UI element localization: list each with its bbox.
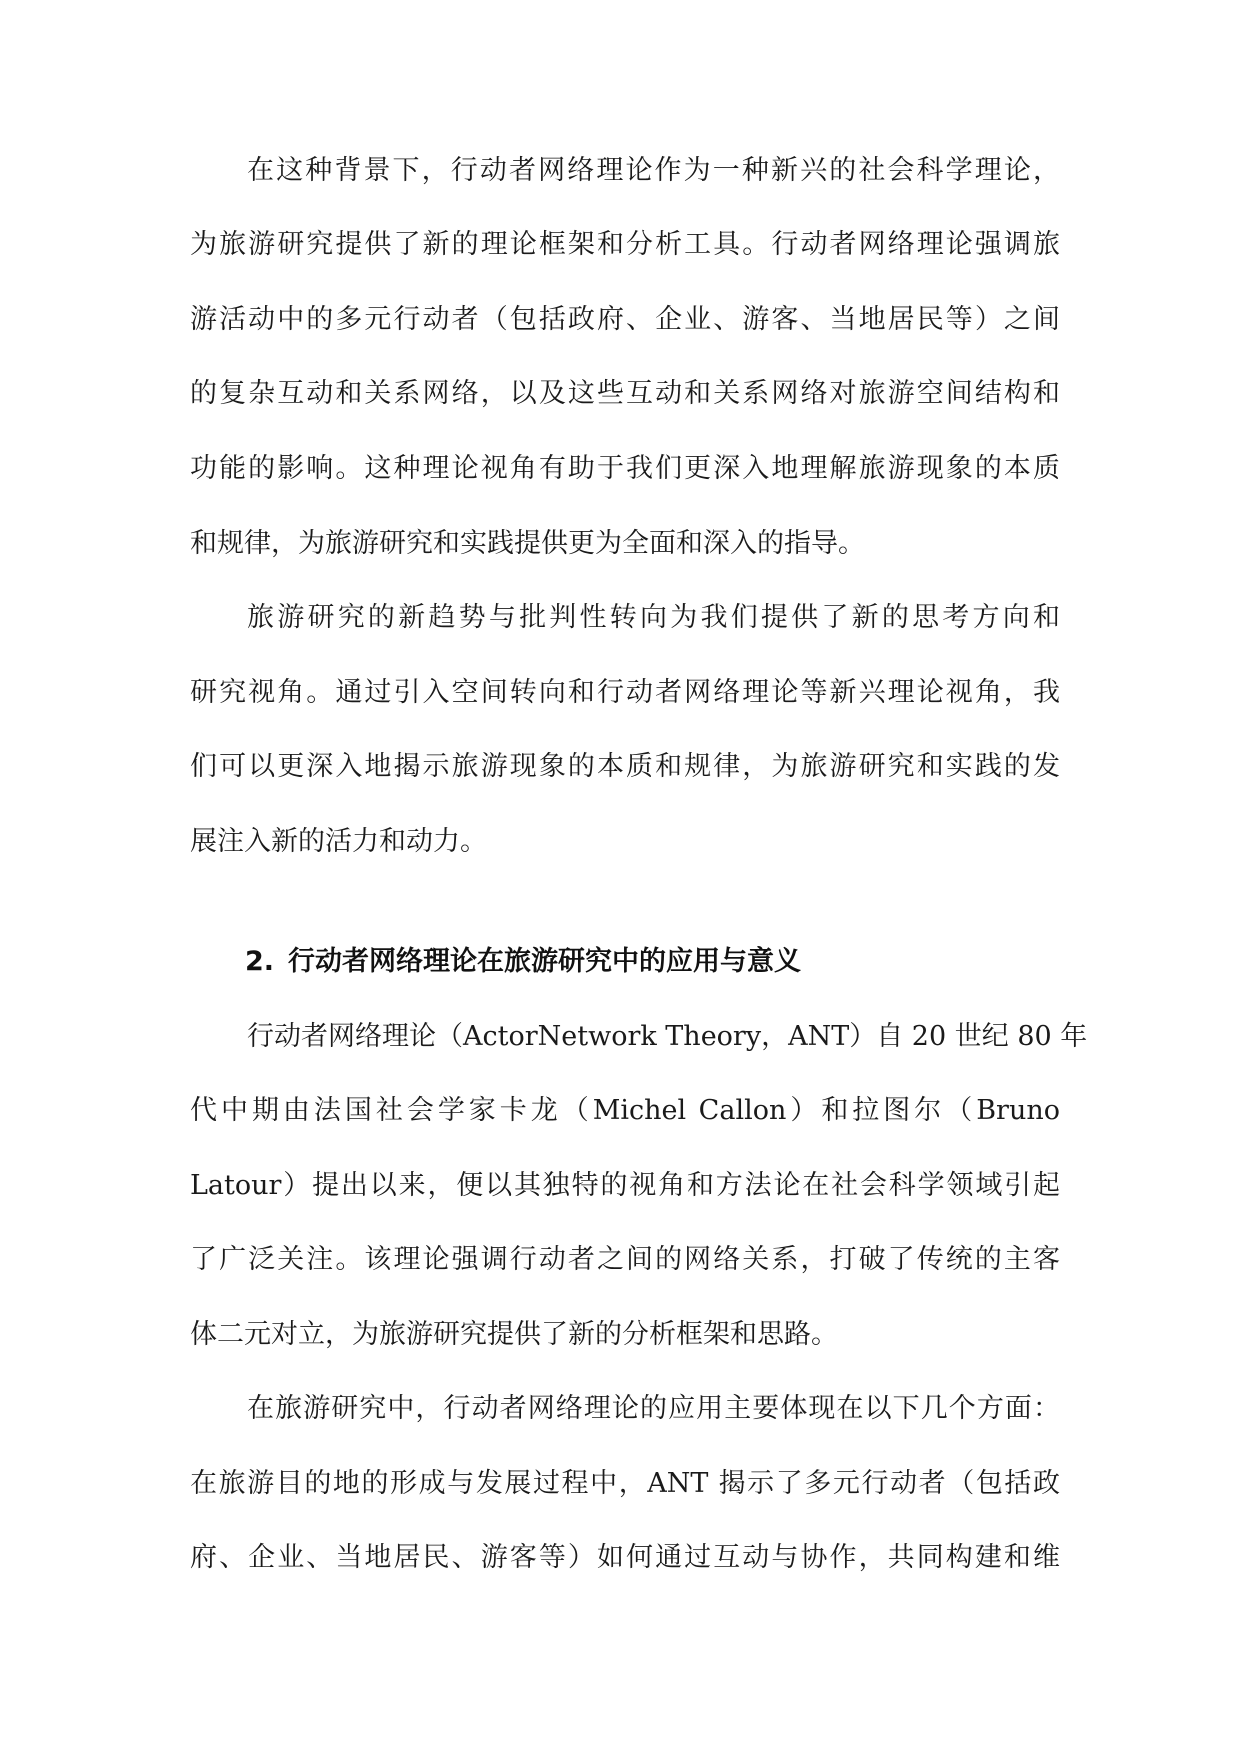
section-paragraph-2-line-2: 在旅游目的地的形成与发展过程中，ANT 揭示了多元行动者（包括政 — [190, 1468, 1060, 1499]
section-paragraph-1-line-3: Latour）提出以来，便以其独特的视角和方法论在社会科学领域引起 — [190, 1170, 1060, 1201]
paragraph-1-line-4: 的复杂互动和关系网络，以及这些互动和关系网络对旅游空间结构和 — [190, 378, 1060, 409]
section-paragraph-1-line-4: 了广泛关注。该理论强调行动者之间的网络关系，打破了传统的主客 — [190, 1244, 1060, 1275]
paragraph-1-line-5: 功能的影响。这种理论视角有助于我们更深入地理解旅游现象的本质 — [190, 453, 1060, 484]
section-heading-title: 行动者网络理论在旅游研究中的应用与意义 — [288, 946, 802, 977]
section-heading — [245, 944, 801, 980]
section-heading-number: 2. — [245, 946, 275, 977]
section-paragraph-2-line-1: 在旅游研究中，行动者网络理论的应用主要体现在以下几个方面： — [247, 1393, 1060, 1424]
paragraph-1-line-1: 在这种背景下，行动者网络理论作为一种新兴的社会科学理论， — [247, 155, 1060, 186]
section-paragraph-2-line-3: 府、企业、当地居民、游客等）如何通过互动与协作，共同构建和维 — [190, 1542, 1060, 1573]
section-paragraph-1-line-2: 代中期由法国社会学家卡龙（Michel Callon）和拉图尔（Bruno — [190, 1095, 1060, 1126]
paragraph-2-line-4: 展注入新的活力和动力。 — [190, 826, 487, 857]
paragraph-2-line-3: 们可以更深入地揭示旅游现象的本质和规律，为旅游研究和实践的发 — [190, 751, 1060, 782]
paragraph-1-line-6: 和规律，为旅游研究和实践提供更为全面和深入的指导。 — [190, 528, 865, 559]
paragraph-1-line-3: 游活动中的多元行动者（包括政府、企业、游客、当地居民等）之间 — [190, 304, 1060, 335]
paragraph-2-line-2: 研究视角。通过引入空间转向和行动者网络理论等新兴理论视角，我 — [190, 677, 1060, 708]
paragraph-1-line-2: 为旅游研究提供了新的理论框架和分析工具。行动者网络理论强调旅 — [190, 229, 1060, 260]
section-paragraph-1-line-5: 体二元对立，为旅游研究提供了新的分析框架和思路。 — [190, 1319, 838, 1350]
section-paragraph-1-line-1: 行动者网络理论（ActorNetwork Theory，ANT）自 20 世纪 80 年 — [247, 1021, 1088, 1052]
paragraph-2-line-1: 旅游研究的新趋势与批判性转向为我们提供了新的思考方向和 — [247, 602, 1060, 633]
